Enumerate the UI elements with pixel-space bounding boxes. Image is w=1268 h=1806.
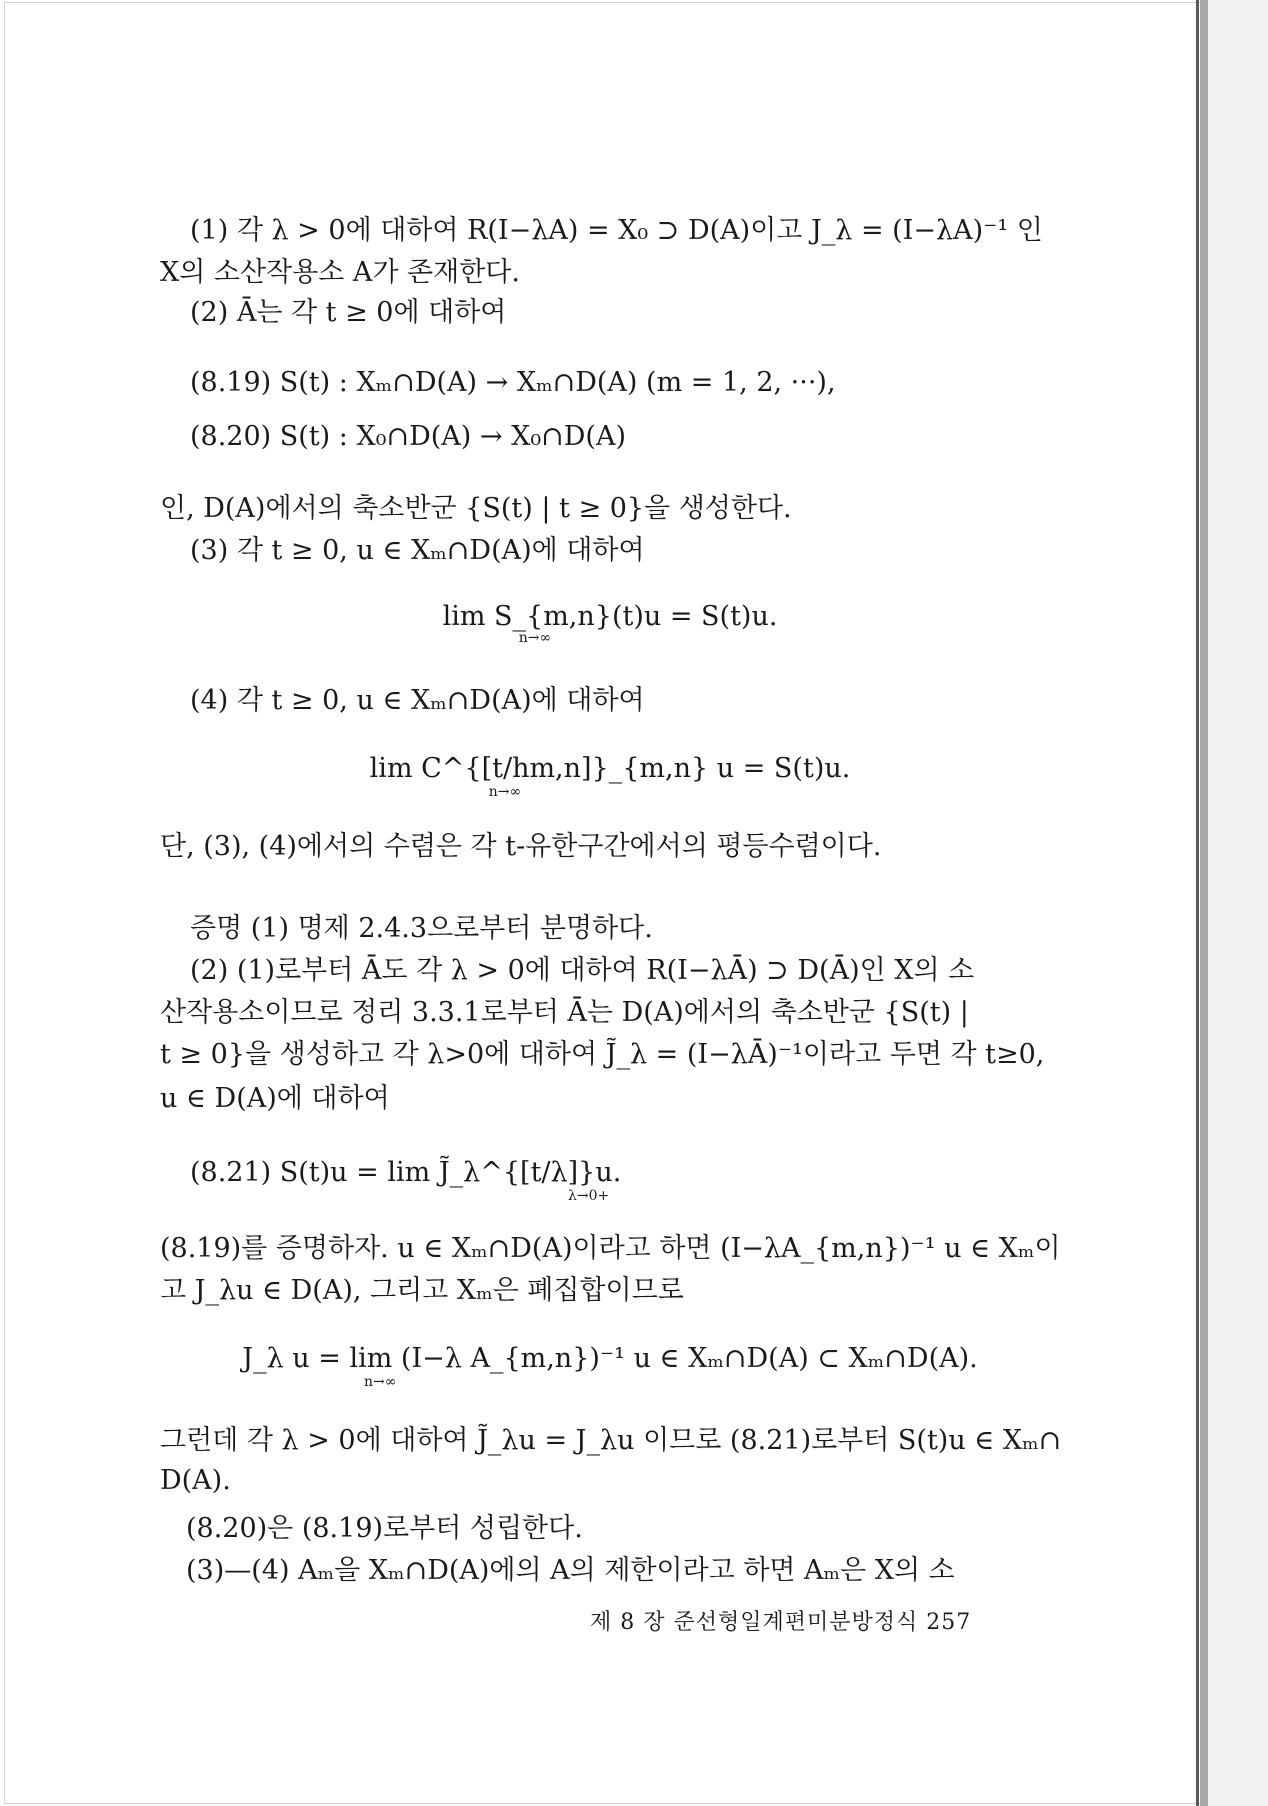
equation-8-19: (8.19) S(t) : Xₘ∩D(A) → Xₘ∩D(A) (m = 1, 2, ···), (190, 367, 836, 398)
page-footer: 제 8 장 준선형일계편미분방정식 257 (590, 1610, 972, 1635)
page-edge-shadow (1196, 0, 1199, 1806)
equation-limit-4: lim C^{[t/hm,n]}_{m,n} u = S(t)u. (369, 753, 851, 784)
text-line: t ≥ 0}을 생성하고 각 λ>0에 대하여 J̃_λ = (I−λĀ)⁻¹이라고 두면 각 t≥0, (160, 1039, 1045, 1070)
text-line: 고 J_λu ∈ D(A), 그리고 Xₘ은 폐집합이므로 (160, 1275, 684, 1306)
proof-heading: 증명 (1) 명제 2.4.3으로부터 분명하다. (190, 913, 653, 944)
text-line: (4) 각 t ≥ 0, u ∈ Xₘ∩D(A)에 대하여 (190, 685, 645, 716)
text-line: X의 소산작용소 A가 존재한다. (160, 257, 520, 288)
text-line: (1) 각 λ > 0에 대하여 R(I−λA) = X₀ ⊃ D(A)이고 J_λ = (I−λA)⁻¹ 인 (190, 215, 1043, 246)
limit-subscript: n→∞ (488, 784, 522, 800)
text-line: (8.20)은 (8.19)로부터 성립한다. (186, 1513, 583, 1544)
text-line: u ∈ D(A)에 대하여 (160, 1083, 390, 1114)
equation-resolvent: J_λ u = lim (I−λ A_{m,n})⁻¹ u ∈ Xₘ∩D(A) ⊂ Xₘ∩D(A). (242, 1343, 978, 1374)
text-line: (2) Ā는 각 t ≥ 0에 대하여 (190, 297, 507, 328)
text-line: (3) 각 t ≥ 0, u ∈ Xₘ∩D(A)에 대하여 (190, 535, 645, 566)
equation-8-20: (8.20) S(t) : X₀∩D(A) → X₀∩D(A) (190, 421, 626, 452)
page-edge (1200, 0, 1208, 1806)
text-line: (3)—(4) Aₘ을 Xₘ∩D(A)에의 A의 제한이라고 하면 Aₘ은 X의 소 (186, 1555, 955, 1586)
text-line: (8.19)를 증명하자. u ∈ Xₘ∩D(A)이라고 하면 (I−λA_{m,n})⁻¹ u ∈ Xₘ이 (160, 1233, 1061, 1264)
text-line: 그런데 각 λ > 0에 대하여 J̃_λu = J_λu 이므로 (8.21)로부터 S(t)u ∈ Xₘ∩ (160, 1425, 1062, 1456)
equation-limit-3: lim S_{m,n}(t)u = S(t)u. (442, 601, 778, 632)
text-line: 인, D(A)에서의 축소반군 {S(t) | t ≥ 0}을 생성한다. (160, 493, 792, 524)
text-line: (2) (1)로부터 Ā도 각 λ > 0에 대하여 R(I−λĀ) ⊃ D(Ā)인 X의 소 (190, 955, 975, 986)
limit-subscript: λ→0+ (568, 1188, 610, 1204)
text-line: 산작용소이므로 정리 3.3.1로부터 Ā는 D(A)에서의 축소반군 {S(t) | (160, 997, 969, 1028)
text-line: 단, (3), (4)에서의 수렴은 각 t-유한구간에서의 평등수렴이다. (160, 831, 882, 862)
limit-subscript: n→∞ (518, 630, 552, 646)
viewer-background (1208, 0, 1268, 1806)
equation-8-21: (8.21) S(t)u = lim J̃_λ^{[t/λ]}u. (190, 1157, 622, 1188)
text-line: D(A). (160, 1465, 231, 1496)
limit-subscript: n→∞ (364, 1374, 397, 1390)
